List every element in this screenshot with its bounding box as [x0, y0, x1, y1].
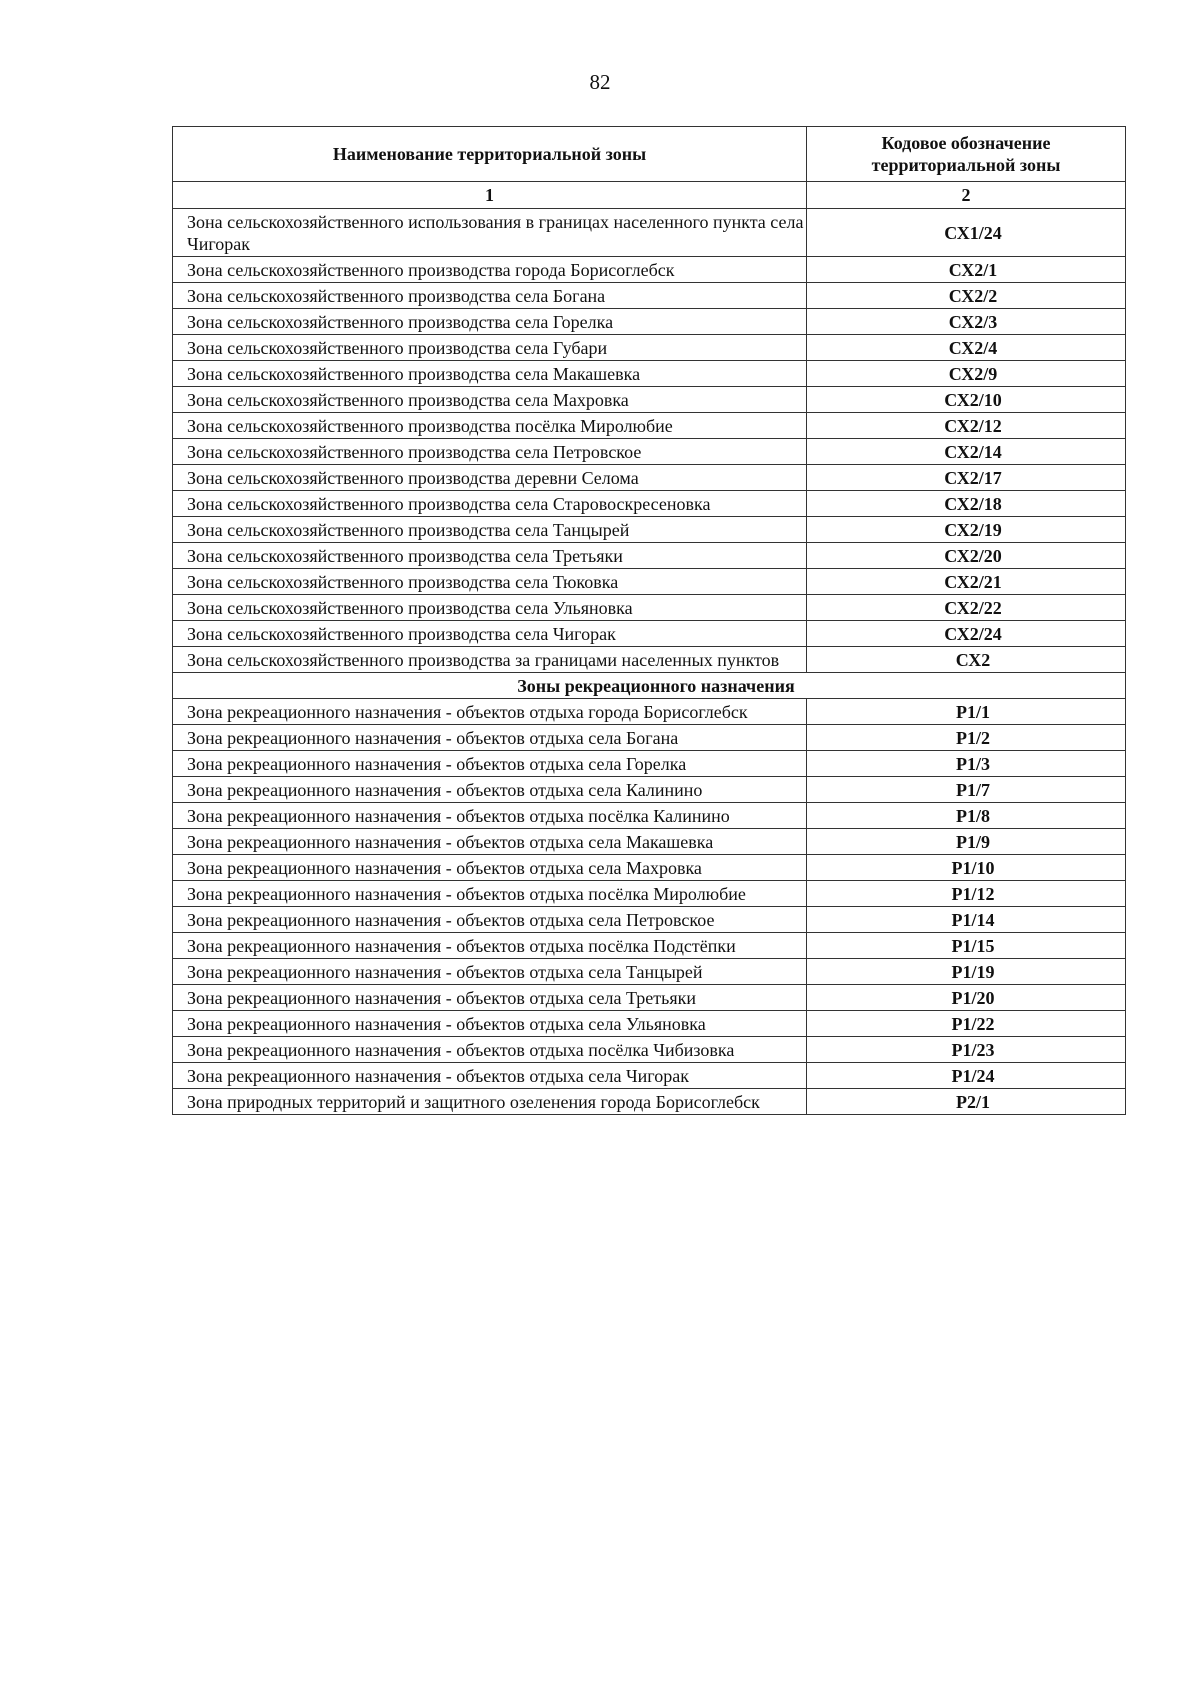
- table-row: [173, 881, 1126, 907]
- table-row: [173, 985, 1126, 1011]
- zone-code-cell: СХ1/24: [807, 209, 1126, 257]
- zone-name-cell: Зона сельскохозяйственного производства села Танцырей: [173, 517, 807, 543]
- zone-code-cell: Р1/19: [807, 959, 1126, 985]
- page-number: 82: [589, 70, 611, 94]
- zone-name-cell: Зона сельскохозяйственного производства села Старовоскресеновка: [173, 491, 807, 517]
- zone-code-cell: СХ2/19: [807, 517, 1126, 543]
- zone-code-cell: Р1/24: [807, 1063, 1126, 1089]
- table-row: [173, 647, 1126, 673]
- zone-name-cell: Зона сельскохозяйственного производства села Губари: [173, 335, 807, 361]
- zone-code-cell: Р1/9: [807, 829, 1126, 855]
- zone-name-cell: Зона сельскохозяйственного производства села Богана: [173, 283, 807, 309]
- table-row: [173, 959, 1126, 985]
- zone-name-cell: Зона сельскохозяйственного производства села Макашевка: [173, 361, 807, 387]
- table-row: [173, 361, 1126, 387]
- table-row: [173, 309, 1126, 335]
- table-row: [173, 1011, 1126, 1037]
- table-row: [173, 855, 1126, 881]
- table-row: [173, 543, 1126, 569]
- zone-code-cell: Р1/1: [807, 699, 1126, 725]
- table-row: [173, 257, 1126, 283]
- zone-name-cell: Зона рекреационного назначения - объектов отдыха села Чигорак: [173, 1063, 807, 1089]
- column-number-row: [173, 182, 1126, 209]
- zone-name-cell: Зона природных территорий и защитного озеленения города Борисоглебск: [173, 1089, 807, 1115]
- zone-code-cell: СХ2/1: [807, 257, 1126, 283]
- zone-code-cell: СХ2/17: [807, 465, 1126, 491]
- zone-name-cell: Зона сельскохозяйственного производства села Чигорак: [173, 621, 807, 647]
- section-row: [173, 673, 1126, 699]
- zone-name-cell: Зона сельскохозяйственного использования в границах населенного пункта села Чигорак: [173, 209, 807, 257]
- zone-code-cell: Р1/2: [807, 725, 1126, 751]
- zone-name-cell: Зона сельскохозяйственного производства села Горелка: [173, 309, 807, 335]
- zone-name-cell: Зона рекреационного назначения - объектов отдыха города Борисоглебск: [173, 699, 807, 725]
- zone-code-cell: СХ2: [807, 647, 1126, 673]
- zone-code-cell: Р1/7: [807, 777, 1126, 803]
- zone-name-cell: Зона рекреационного назначения - объектов отдыха села Богана: [173, 725, 807, 751]
- table-row: [173, 907, 1126, 933]
- table-row: [173, 777, 1126, 803]
- zone-name-cell: Зона рекреационного назначения - объектов отдыха села Калинино: [173, 777, 807, 803]
- zone-name-cell: Зона рекреационного назначения - объектов отдыха посёлка Чибизовка: [173, 1037, 807, 1063]
- zone-name-cell: Зона рекреационного назначения - объектов отдыха посёлка Калинино: [173, 803, 807, 829]
- zone-name-cell: Зона рекреационного назначения - объектов отдыха села Третьяки: [173, 985, 807, 1011]
- zone-name-cell: Зона сельскохозяйственного производства села Ульяновка: [173, 595, 807, 621]
- zone-name-cell: Зона рекреационного назначения - объектов отдыха села Ульяновка: [173, 1011, 807, 1037]
- zone-code-cell: СХ2/2: [807, 283, 1126, 309]
- zone-code-cell: СХ2/21: [807, 569, 1126, 595]
- zone-code-cell: Р2/1: [807, 1089, 1126, 1115]
- zone-name-cell: Зона сельскохозяйственного производства посёлка Миролюбие: [173, 413, 807, 439]
- zone-name-cell: Зона сельскохозяйственного производства села Тюковка: [173, 569, 807, 595]
- zone-code-cell: СХ2/10: [807, 387, 1126, 413]
- zone-code-cell: СХ2/24: [807, 621, 1126, 647]
- zone-code-cell: СХ2/20: [807, 543, 1126, 569]
- zone-code-cell: СХ2/14: [807, 439, 1126, 465]
- zones-table: [172, 126, 1126, 1115]
- zone-code-cell: Р1/15: [807, 933, 1126, 959]
- zone-name-cell: Зона рекреационного назначения - объектов отдыха села Горелка: [173, 751, 807, 777]
- zone-code-cell: СХ2/4: [807, 335, 1126, 361]
- zone-code-cell: Р1/22: [807, 1011, 1126, 1037]
- table-row: [173, 569, 1126, 595]
- zone-code-cell: Р1/23: [807, 1037, 1126, 1063]
- column-number-1: 1: [173, 182, 807, 209]
- zone-name-cell: Зона сельскохозяйственного производства села Третьяки: [173, 543, 807, 569]
- table-row: [173, 465, 1126, 491]
- table-row: [173, 283, 1126, 309]
- table-body: [173, 209, 1126, 1115]
- zone-code-cell: Р1/12: [807, 881, 1126, 907]
- table-row: [173, 1037, 1126, 1063]
- zone-name-cell: Зона сельскохозяйственного производства деревни Селома: [173, 465, 807, 491]
- table-row: [173, 491, 1126, 517]
- zone-name-cell: Зона рекреационного назначения - объектов отдыха посёлка Миролюбие: [173, 881, 807, 907]
- table-row: [173, 751, 1126, 777]
- zone-name-cell: Зона рекреационного назначения - объектов отдыха села Макашевка: [173, 829, 807, 855]
- table-row: [173, 517, 1126, 543]
- zone-code-cell: СХ2/3: [807, 309, 1126, 335]
- table-row: [173, 1063, 1126, 1089]
- zone-name-cell: Зона сельскохозяйственного производства за границами населенных пунктов: [173, 647, 807, 673]
- zone-code-cell: Р1/8: [807, 803, 1126, 829]
- table-row: [173, 335, 1126, 361]
- column-number-2: 2: [807, 182, 1126, 209]
- zone-code-cell: СХ2/9: [807, 361, 1126, 387]
- table-row: [173, 387, 1126, 413]
- zone-name-cell: Зона рекреационного назначения - объектов отдыха села Махровка: [173, 855, 807, 881]
- zone-name-cell: Зона рекреационного назначения - объектов отдыха посёлка Подстёпки: [173, 933, 807, 959]
- zone-code-cell: Р1/10: [807, 855, 1126, 881]
- zone-name-cell: Зона сельскохозяйственного производства села Петровское: [173, 439, 807, 465]
- table-row: [173, 933, 1126, 959]
- zone-code-cell: СХ2/18: [807, 491, 1126, 517]
- table-row: [173, 439, 1126, 465]
- zone-code-cell: СХ2/12: [807, 413, 1126, 439]
- zone-name-cell: Зона рекреационного назначения - объектов отдыха села Танцырей: [173, 959, 807, 985]
- table-row: [173, 725, 1126, 751]
- table-row: [173, 209, 1126, 257]
- table-row: [173, 699, 1126, 725]
- section-title: Зоны рекреационного назначения: [173, 673, 1126, 699]
- zone-name-cell: Зона рекреационного назначения - объектов отдыха села Петровское: [173, 907, 807, 933]
- header-zone-name: Наименование территориальной зоны: [173, 127, 807, 182]
- zone-code-cell: СХ2/22: [807, 595, 1126, 621]
- zone-code-cell: Р1/20: [807, 985, 1126, 1011]
- table-row: [173, 1089, 1126, 1115]
- header-zone-code: Кодовое обозначение территориальной зоны: [807, 127, 1126, 182]
- table-row: [173, 829, 1126, 855]
- zone-name-cell: Зона сельскохозяйственного производства города Борисоглебск: [173, 257, 807, 283]
- table-row: [173, 595, 1126, 621]
- zone-name-cell: Зона сельскохозяйственного производства села Махровка: [173, 387, 807, 413]
- zone-code-cell: Р1/3: [807, 751, 1126, 777]
- table-row: [173, 413, 1126, 439]
- zone-code-cell: Р1/14: [807, 907, 1126, 933]
- table-row: [173, 803, 1126, 829]
- table-row: [173, 621, 1126, 647]
- table-header-row: [173, 127, 1126, 182]
